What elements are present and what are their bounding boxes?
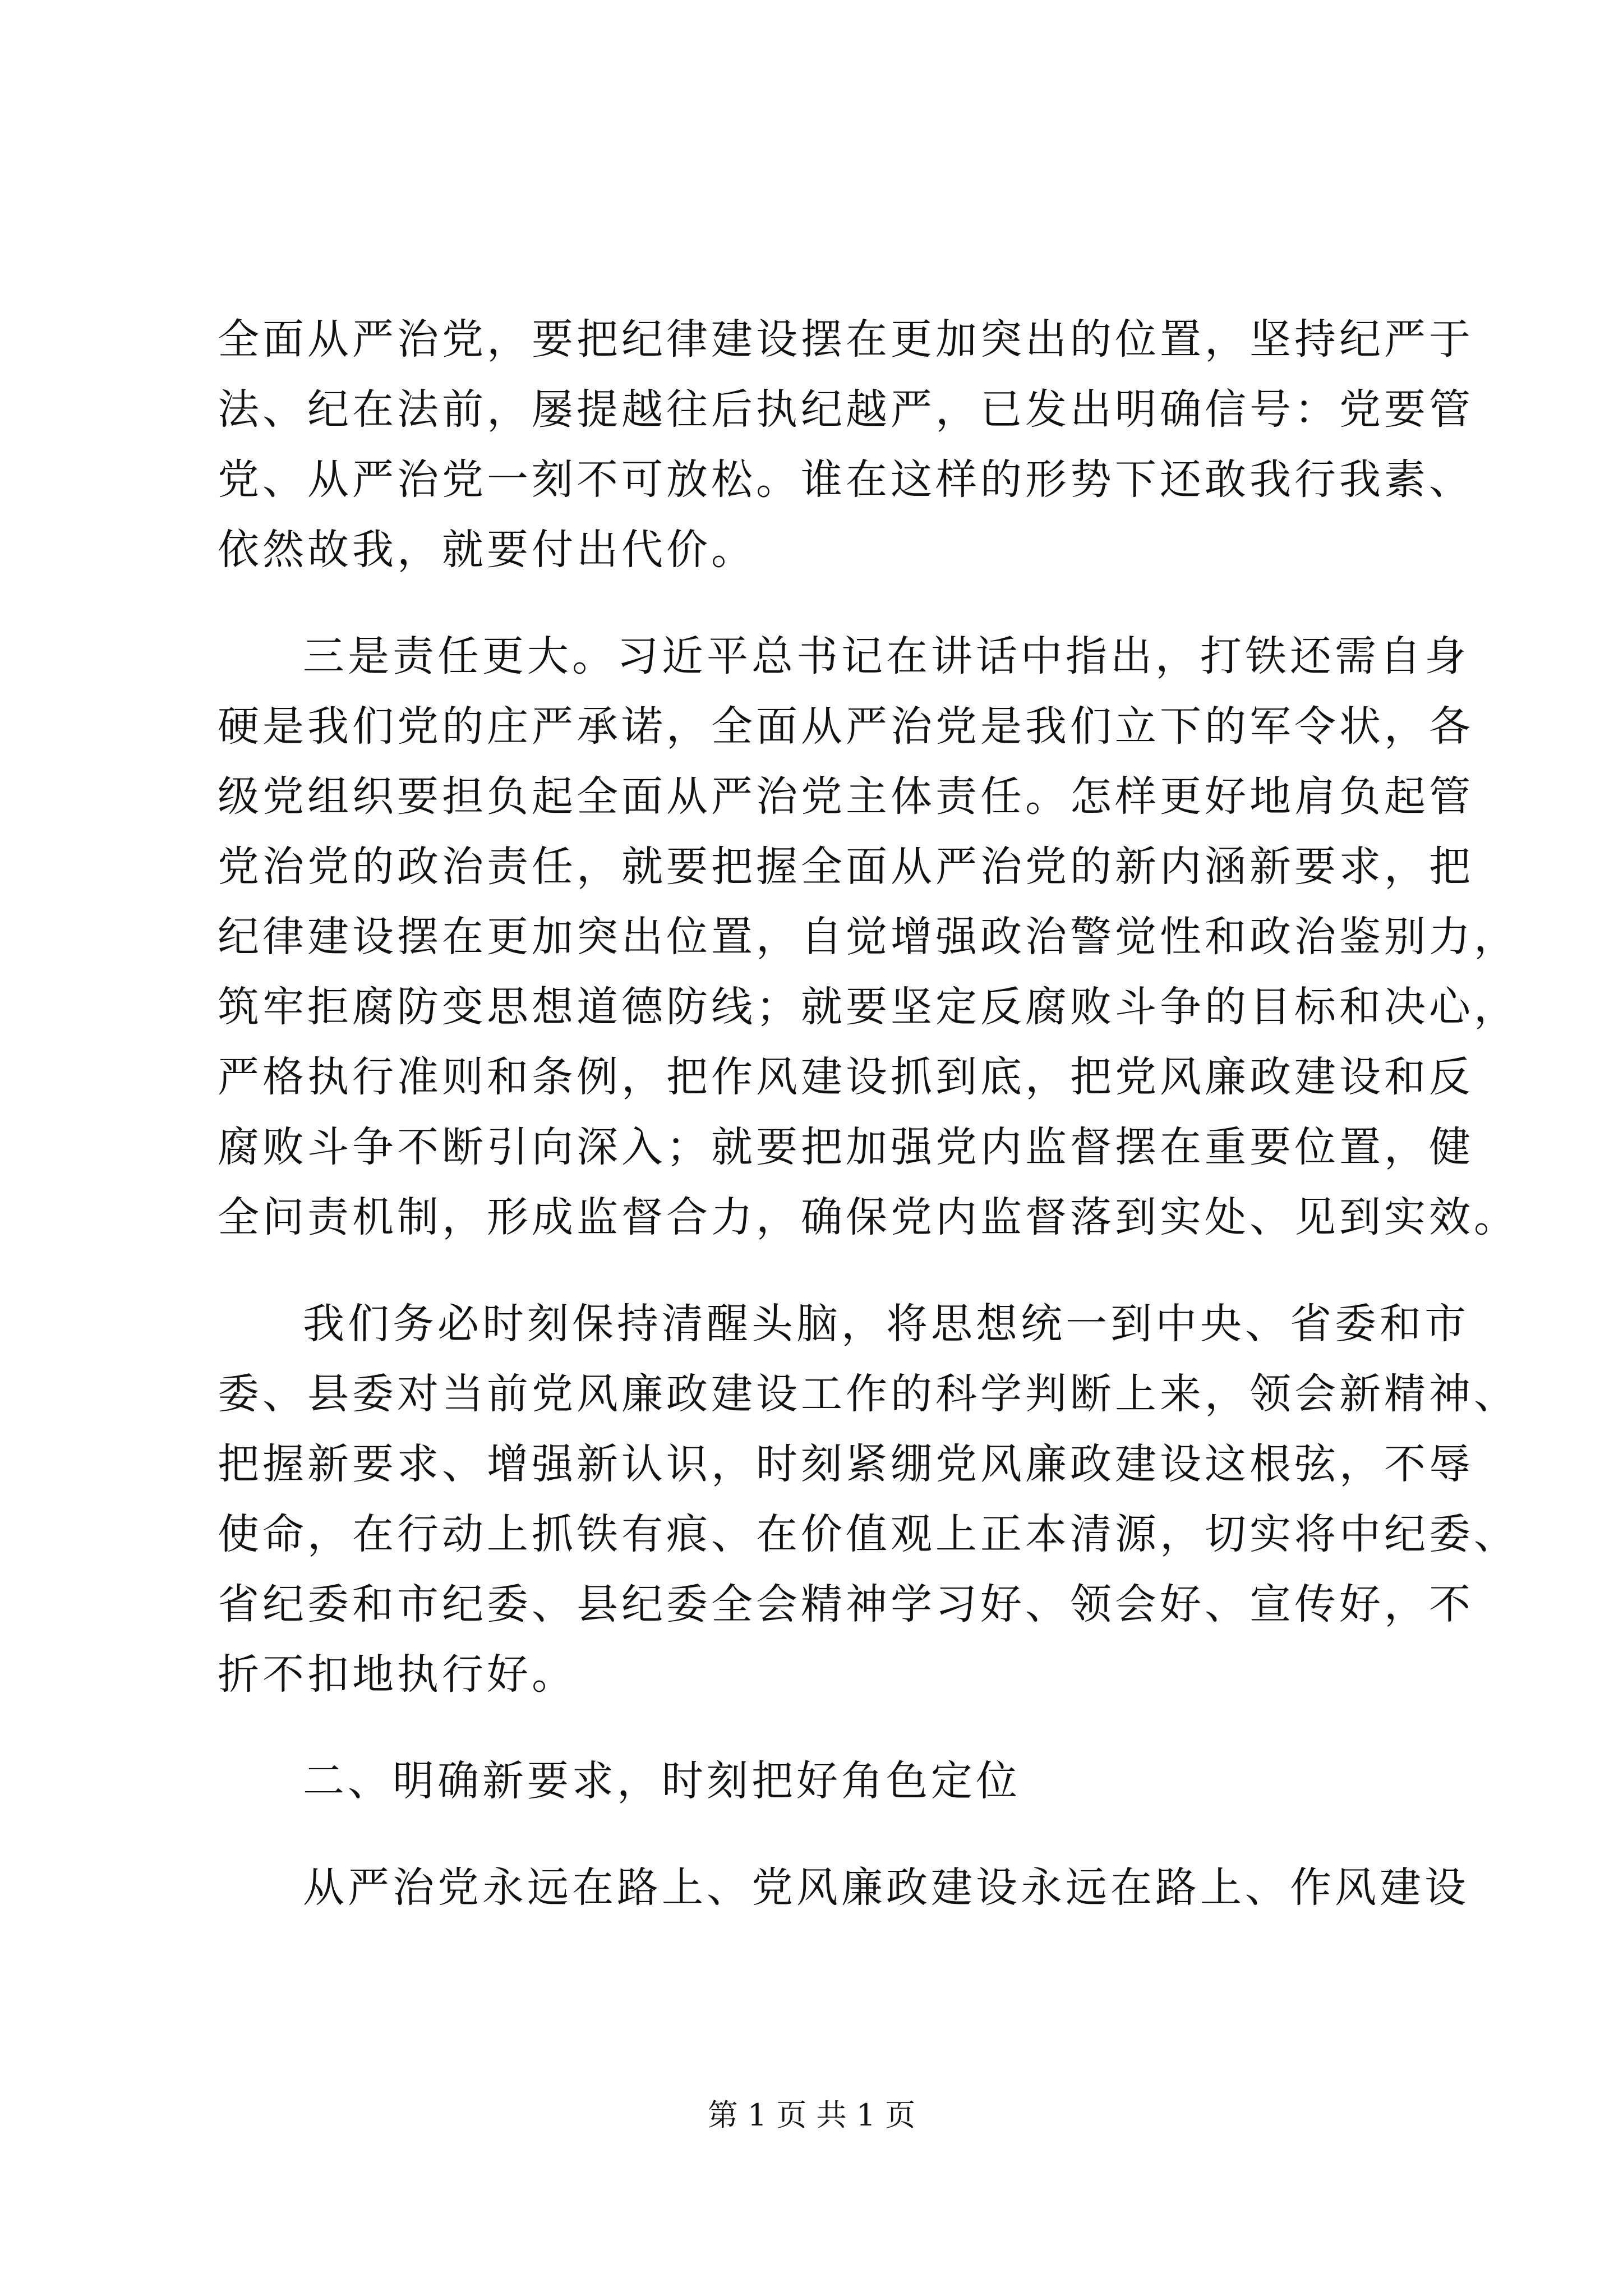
text-line: 全面从严治党，要把纪律建设摆在更加突出的位置，坚持纪严于 [218, 315, 1474, 364]
text-line: 级党组织要担负起全面从严治党主体责任。怎样更好地肩负起管 [218, 772, 1474, 821]
text-line: 筑牢拒腐防变思想道德防线；就要坚定反腐败斗争的目标和决心， [218, 983, 1519, 1031]
section-heading: 二、明确新要求，时刻把好角色定位 [303, 1757, 1021, 1805]
text-line: 依然故我，就要付出代价。 [218, 526, 756, 574]
paragraph-start: 三是责任更大。习近平总书记在讲话中指出，打铁还需自身 [303, 632, 1469, 680]
text-line: 法、纪在法前，屡提越往后执纪越严，已发出明确信号：党要管 [218, 385, 1474, 434]
text-line: 省纪委和市纪委、县纪委全会精神学习好、领会好、宣传好，不 [218, 1580, 1474, 1628]
text-line: 纪律建设摆在更加突出位置，自觉增强政治警觉性和政治鉴别力， [218, 913, 1519, 961]
page-number-footer: 第 1 页 共 1 页 [707, 2097, 916, 2133]
text-line: 党、从严治党一刻不可放松。谁在这样的形势下还敢我行我素、 [218, 455, 1474, 504]
text-line: 使命，在行动上抓铁有痕、在价值观上正本清源，切实将中纪委、 [218, 1510, 1519, 1558]
paragraph-start: 我们务必时刻保持清醒头脑，将思想统一到中央、省委和市 [303, 1300, 1469, 1348]
text-line: 委、县委对当前党风廉政建设工作的科学判断上来，领会新精神、 [218, 1370, 1519, 1418]
paragraph-start: 从严治党永远在路上、党风廉政建设永远在路上、作风建设 [303, 1864, 1469, 1912]
text-line: 硬是我们党的庄严承诺，全面从严治党是我们立下的军令状，各 [218, 702, 1474, 751]
text-line: 折不扣地执行好。 [218, 1650, 577, 1699]
text-line: 腐败斗争不断引向深入；就要把加强党内监督摆在重要位置，健 [218, 1123, 1474, 1171]
text-line: 把握新要求、增强新认识，时刻紧绷党风廉政建设这根弦，不辱 [218, 1440, 1474, 1488]
text-line: 党治党的政治责任，就要把握全面从严治党的新内涵新要求，把 [218, 843, 1474, 891]
text-line: 严格执行准则和条例，把作风建设抓到底，把党风廉政建设和反 [218, 1053, 1474, 1101]
text-line: 全问责机制，形成监督合力，确保党内监督落到实处、见到实效。 [218, 1193, 1519, 1241]
